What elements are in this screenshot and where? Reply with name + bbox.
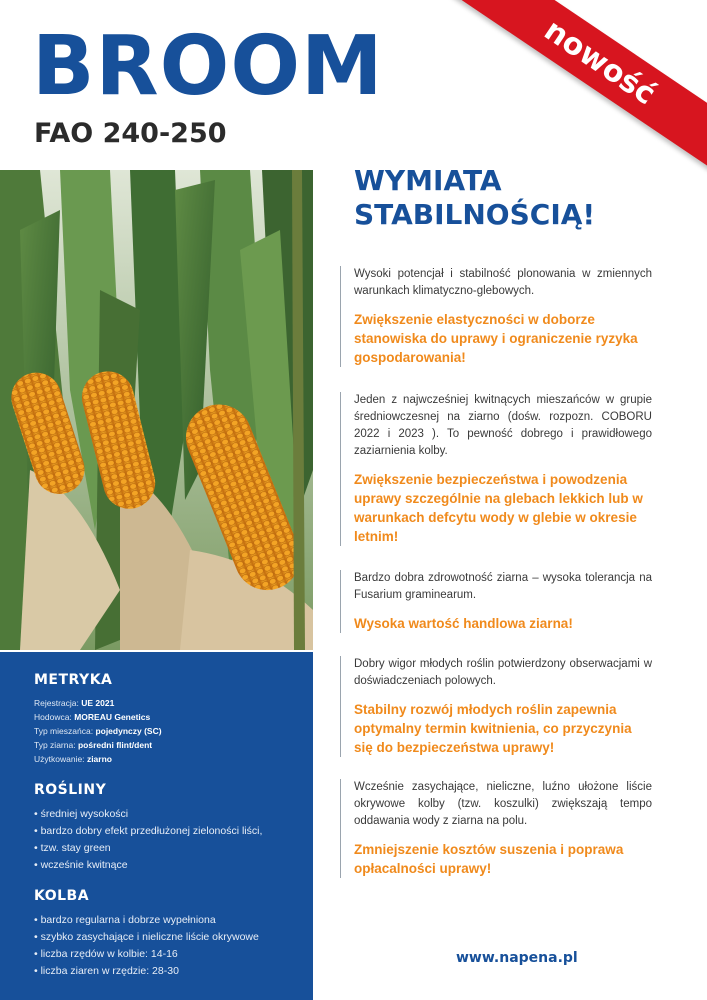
headline-line-1: WYMIATA xyxy=(354,164,502,197)
list-item: • liczba rzędów w kolbie: 14-16 xyxy=(34,946,293,963)
headline-line-2: STABILNOŚCIĄ! xyxy=(354,198,596,231)
metryka-heading: METRYKA xyxy=(34,672,113,688)
fao-rating: FAO 240-250 xyxy=(34,118,227,149)
list-item: • liczba ziaren w rzędzie: 28-30 xyxy=(34,963,293,980)
feature-block xyxy=(340,570,652,633)
ribbon-label: nowość xyxy=(538,12,662,112)
specs-sidebar xyxy=(0,652,313,1000)
kolba-list xyxy=(34,912,293,980)
brand-title: BROOM xyxy=(32,19,384,114)
feature-claim: Wysoka wartość handlowa ziarna! xyxy=(354,616,573,631)
headline xyxy=(354,164,595,232)
feature-block xyxy=(340,266,652,367)
list-item: • bardzo dobry efekt przedłużonej zieloności liści, xyxy=(34,823,293,840)
feature-claim: Stabilny rozwój młodych roślin zapewnia optymalny termin kwitnienia, co przyczynia się do bezpieczeństwa uprawy! xyxy=(354,702,632,755)
feature-claim: Zwiększenie elastyczności w doborze stanowiska do uprawy i ograniczenie ryzyka gospodarowania! xyxy=(354,312,638,365)
list-item: • wcześnie kwitnące xyxy=(34,857,293,874)
list-item: • średniej wysokości xyxy=(34,806,293,823)
metryka-row: Hodowca: MOREAU Genetics xyxy=(34,712,151,722)
feature-text: Wysoki potencjał i stabilność plonowania w zmiennych warunkach klimatyczno-glebowych. xyxy=(354,268,652,297)
metryka-row: Użytkowanie: ziarno xyxy=(34,754,112,764)
feature-claim: Zwiększenie bezpieczeństwa i powodzenia uprawy szczególnie na glebach lekkich lub w warunkach defcytu wody w glebie w okresie letnim! xyxy=(354,472,643,544)
list-item: • szybko zasychające i nieliczne liście okrywowe xyxy=(34,929,293,946)
website-link[interactable]: www.napena.pl xyxy=(456,950,578,966)
feature-text: Wcześnie zasychające, nieliczne, luźno ułożone liście okrywowe kolby (tzw. koszulki) zwiększają tempo oddawania wody z ziarna na polu. xyxy=(354,781,652,827)
metryka-list xyxy=(34,696,293,766)
metryka-row: Typ mieszańca: pojedynczy (SC) xyxy=(34,726,162,736)
feature-block xyxy=(340,779,652,878)
metryka-row: Typ ziarna: pośredni flint/dent xyxy=(34,740,153,750)
corn-photo xyxy=(0,170,313,650)
list-item: • tzw. stay green xyxy=(34,840,293,857)
kolba-heading: KOLBA xyxy=(34,888,90,904)
feature-text: Dobry wigor młodych roślin potwierdzony obserwacjami w doświadczeniach polowych. xyxy=(354,658,652,687)
feature-text: Jeden z najwcześniej kwitnących mieszańców w grupie średniowczesnej na ziarno (dośw. rozpozn. COBORU 2022 i 2023 ). To pewność dobrego i prawidłowego zaziarnienia kolby. xyxy=(354,394,652,457)
rosliny-list xyxy=(34,806,293,874)
rosliny-heading: ROŚLINY xyxy=(34,782,107,798)
metryka-row: Rejestracja: UE 2021 xyxy=(34,698,115,708)
feature-block xyxy=(340,656,652,757)
feature-claim: Zmniejszenie kosztów suszenia i poprawa opłacalności uprawy! xyxy=(354,842,624,876)
feature-text: Bardzo dobra zdrowotność ziarna – wysoka tolerancja na Fusarium graminearum. xyxy=(354,572,652,601)
new-ribbon xyxy=(453,0,707,173)
list-item: • bardzo regularna i dobrze wypełniona xyxy=(34,912,293,929)
feature-block xyxy=(340,392,652,546)
